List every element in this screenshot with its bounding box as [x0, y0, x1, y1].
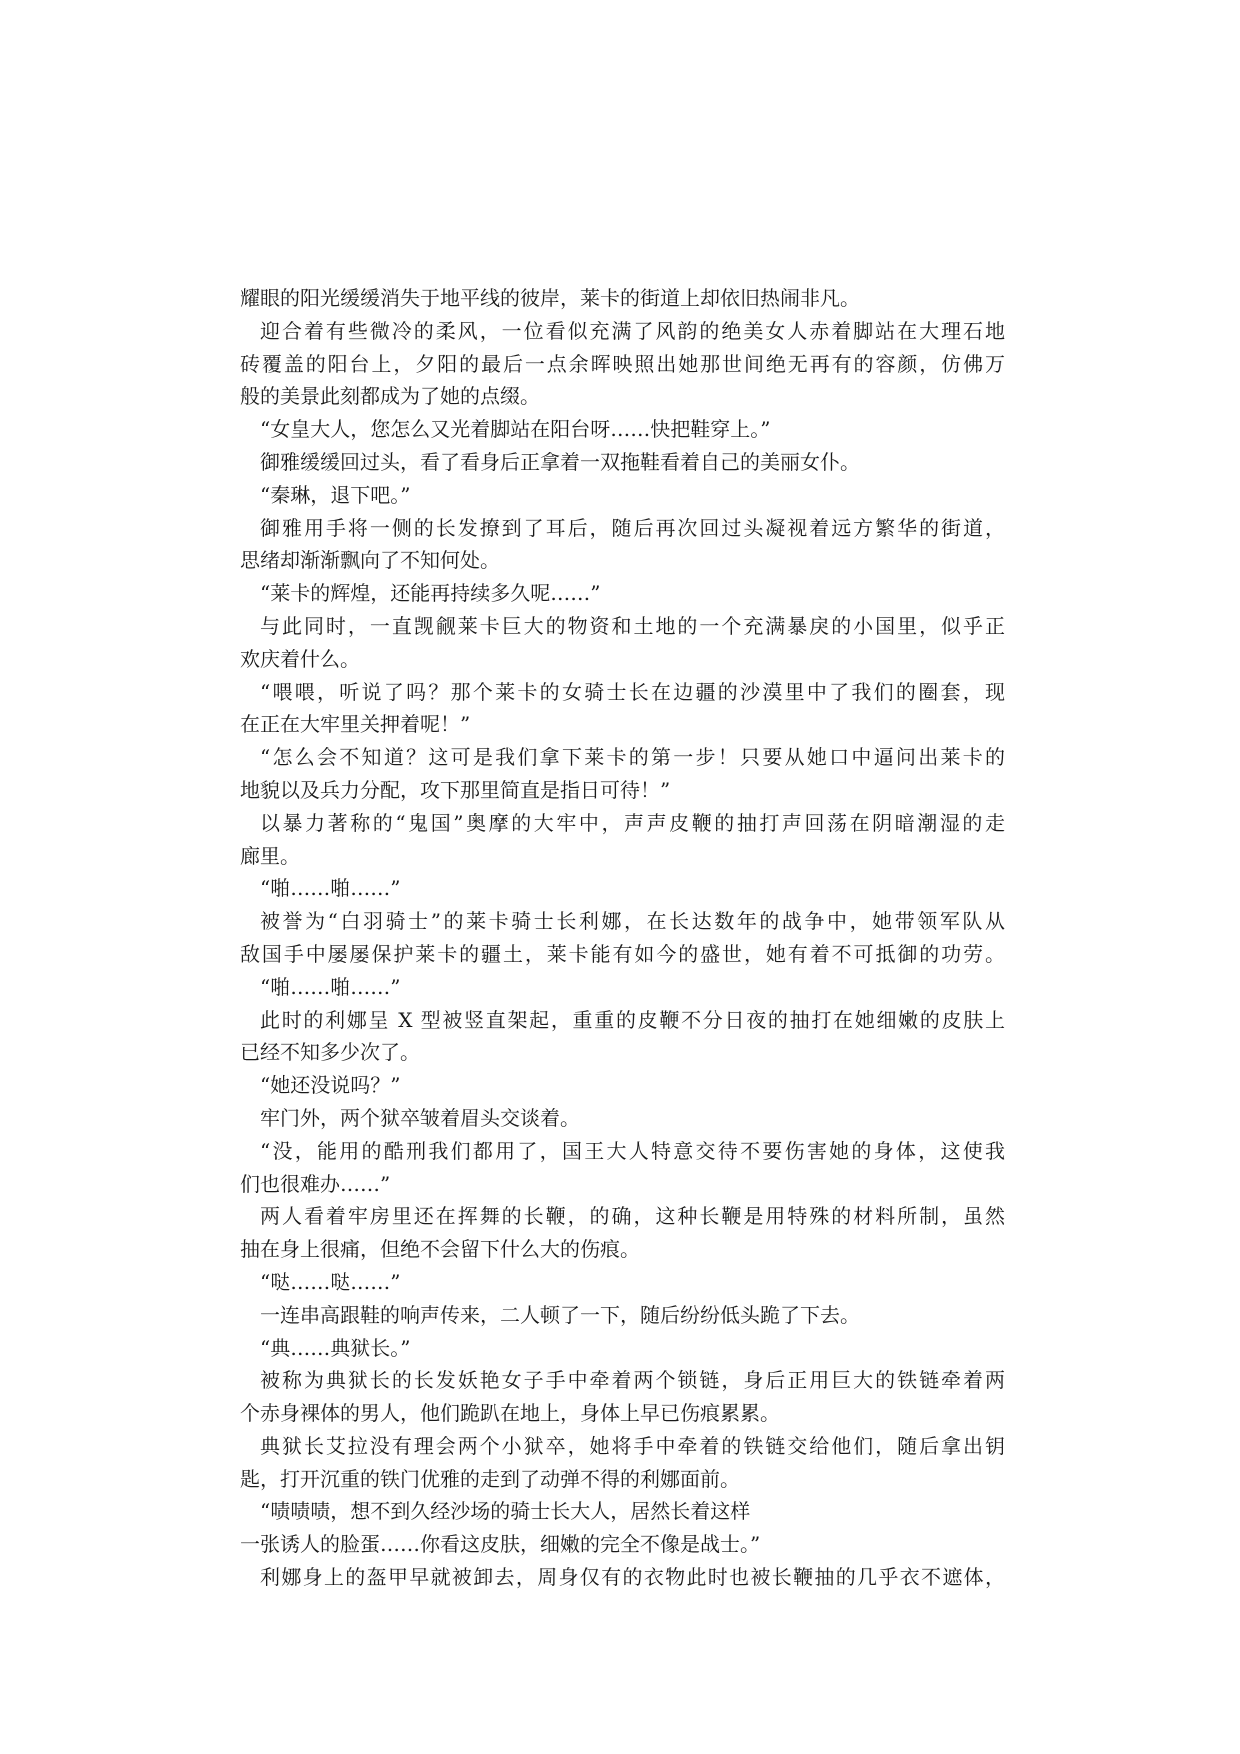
- text-line: 被称为典狱长的长发妖艳女子手中牵着两个锁链，身后正用巨大的铁链牵着两: [260, 1368, 1005, 1393]
- text-line: 已经不知多少次了。: [240, 1040, 420, 1065]
- text-line: “哒……哒……”: [260, 1269, 401, 1294]
- text-line: 御雅用手将一侧的长发撩到了耳后，随后再次回过头凝视着远方繁华的街道，: [260, 515, 1005, 540]
- text-line: 以暴力著称的“鬼国”奥摩的大牢中，声声皮鞭的抽打声回荡在阴暗潮湿的走: [260, 810, 1005, 835]
- text-line: 们也很难办……”: [240, 1171, 391, 1196]
- text-line: 耀眼的阳光缓缓消失于地平线的彼岸，莱卡的街道上却依旧热闹非凡。: [240, 286, 860, 310]
- text-line: “喂喂，听说了吗？那个莱卡的女骑士长在边疆的沙漠里中了我们的圈套，现: [260, 679, 1005, 704]
- text-line: “她还没说吗？”: [260, 1073, 401, 1098]
- text-line: 典狱长艾拉没有理会两个小狱卒，她将手中牵着的铁链交给他们，随后拿出钥: [260, 1433, 1005, 1458]
- text-line: “典……典狱长。”: [260, 1335, 411, 1360]
- text-line: 两人看着牢房里还在挥舞的长鞭，的确，这种长鞭是用特殊的材料所制，虽然: [260, 1204, 1005, 1229]
- text-line: 与此同时，一直觊觎莱卡巨大的物资和土地的一个充满暴戾的小国里，似乎正: [260, 613, 1005, 638]
- text-line: 牢门外，两个狱卒皱着眉头交谈着。: [260, 1105, 580, 1130]
- text-line: “莱卡的辉煌，还能再持续多久呢……”: [260, 581, 601, 606]
- text-line: 敌国手中屡屡保护莱卡的疆土，莱卡能有如今的盛世，她有着不可抵御的功劳。: [240, 941, 1005, 966]
- text-line: “啧啧啧，想不到久经沙场的骑士长大人，居然长着这样: [260, 1499, 751, 1524]
- text-line: 抽在身上很痛，但绝不会留下什么大的伤痕。: [240, 1237, 640, 1262]
- text-line: “啪……啪……”: [260, 974, 401, 999]
- text-line: 利娜身上的盔甲早就被卸去，周身仅有的衣物此时也被长鞭抽的几乎衣不遮体，: [260, 1565, 1005, 1590]
- text-line: “啪……啪……”: [260, 876, 401, 901]
- text-line: 被誉为“白羽骑士”的莱卡骑士长利娜，在长达数年的战争中，她带领军队从: [260, 909, 1005, 934]
- text-line: 在正在大牢里关押着呢！”: [240, 712, 471, 737]
- text-line: 此时的利娜呈 X 型被竖直架起，重重的皮鞭不分日夜的抽打在她细嫩的皮肤上: [260, 1007, 1005, 1032]
- text-line: “秦琳，退下吧。”: [260, 482, 411, 507]
- text-line: “女皇大人，您怎么又光着脚站在阳台呀……快把鞋穿上。”: [260, 417, 771, 442]
- text-line: 砖覆盖的阳台上，夕阳的最后一点余晖映照出她那世间绝无再有的容颜，仿佛万: [240, 351, 1005, 376]
- text-line: “没，能用的酷刑我们都用了，国王大人特意交待不要伤害她的身体，这使我: [260, 1138, 1005, 1163]
- text-line: 思绪却渐渐飘向了不知何处。: [240, 548, 500, 573]
- text-line: 地貌以及兵力分配，攻下那里简直是指日可待！”: [240, 777, 671, 802]
- text-line: “怎么会不知道？这可是我们拿下莱卡的第一步！只要从她口中逼问出莱卡的: [260, 745, 1005, 770]
- body-text: [240, 282, 1005, 1594]
- text-line: 一连串高跟鞋的响声传来，二人顿了一下，随后纷纷低头跪了下去。: [260, 1302, 860, 1327]
- text-line: 廊里。: [240, 843, 300, 868]
- text-line: 一张诱人的脸蛋……你看这皮肤，细嫩的完全不像是战士。”: [240, 1532, 761, 1557]
- text-line: 般的美景此刻都成为了她的点缀。: [240, 384, 540, 409]
- text-line: 迎合着有些微冷的柔风，一位看似充满了风韵的绝美女人赤着脚站在大理石地: [260, 318, 1005, 343]
- text-line: 匙，打开沉重的铁门优雅的走到了动弹不得的利娜面前。: [240, 1466, 740, 1491]
- text-line: 御雅缓缓回过头，看了看身后正拿着一双拖鞋看着自己的美丽女仆。: [260, 449, 860, 474]
- text-line: 个赤身裸体的男人，他们跪趴在地上，身体上早已伤痕累累。: [240, 1401, 780, 1426]
- text-line: 欢庆着什么。: [240, 646, 360, 671]
